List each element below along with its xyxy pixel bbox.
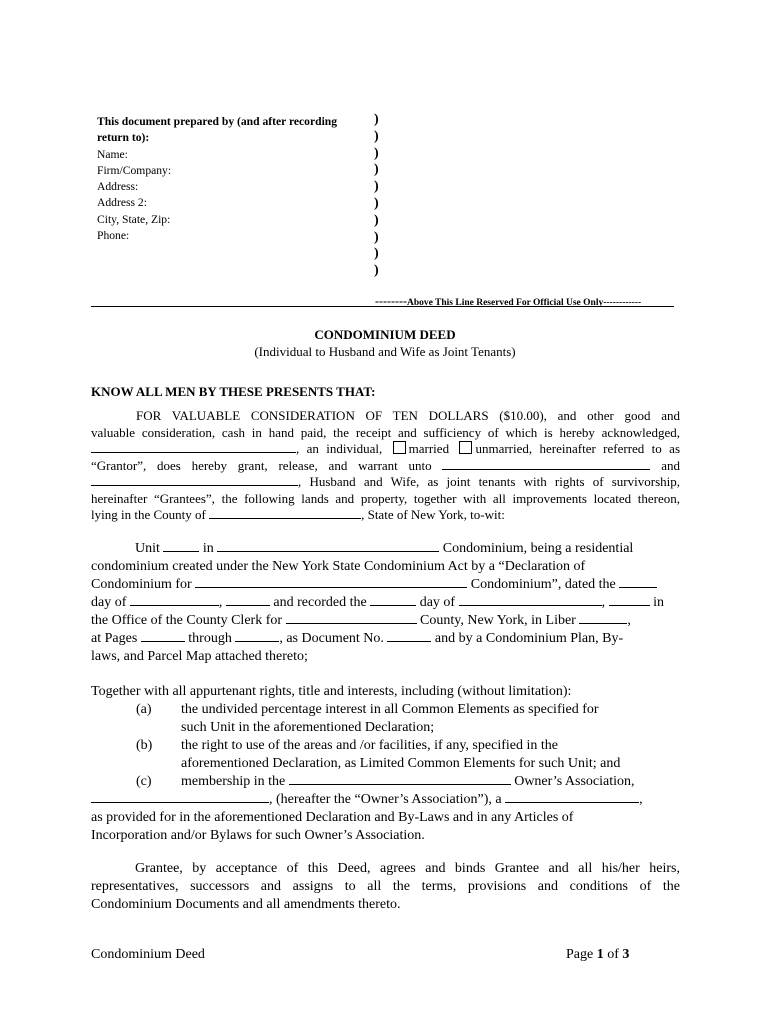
married-checkbox[interactable] <box>393 441 406 454</box>
text-run: and recorded the <box>273 595 367 610</box>
para-line <box>91 612 681 630</box>
unmarried-label: unmarried, hereinafter referred to as <box>475 441 681 456</box>
para-line: FOR VALUABLE CONSIDERATION OF TEN DOLLARS ($10.00), and other good and <box>136 408 680 423</box>
text-run: membership in the <box>181 774 286 789</box>
text-run: day of <box>91 595 127 610</box>
unit-number-blank[interactable] <box>163 540 199 552</box>
item-label: (a) <box>136 702 152 717</box>
field-name-label: Name: <box>97 147 128 161</box>
para-line: such Unit in the aforementioned Declaration; <box>181 720 435 735</box>
para-line <box>91 507 680 524</box>
para-line: aforementioned Declaration, as Limited Common Elements for such Unit; and <box>181 756 621 771</box>
recorded-day-blank[interactable] <box>370 594 416 606</box>
text-run: , <box>627 613 631 628</box>
text-run: Condominium for <box>91 577 192 592</box>
consideration-paragraph <box>91 408 680 524</box>
para-line: Grantee, by acceptance of this Deed, agrees and binds Grantee and all his/her heirs, <box>135 861 680 876</box>
paren: ) <box>374 195 379 211</box>
clerk-county-blank[interactable] <box>286 612 417 624</box>
total-pages: 3 <box>622 947 630 962</box>
para-line: laws, and Parcel Map attached thereto; <box>91 649 308 664</box>
document-number-blank[interactable] <box>387 630 431 642</box>
current-page: 1 <box>596 947 604 962</box>
know-all-heading: KNOW ALL MEN BY THESE PRESENTS THAT: <box>91 384 376 399</box>
para-line <box>91 441 680 458</box>
text-run: , <box>601 595 606 610</box>
para-line: condominium created under the New York State Condominium Act by a “Declaration of <box>91 559 586 574</box>
grantee1-name-blank[interactable] <box>442 458 650 470</box>
text-run: Unit <box>135 541 160 556</box>
paren: ) <box>374 145 379 161</box>
para-line <box>91 630 681 648</box>
declaration-day-blank[interactable] <box>619 576 657 588</box>
footer-page-number <box>566 947 629 963</box>
para-line: Condominium Documents and all amendments thereto. <box>91 897 401 912</box>
text-run: Condominium, being a residential <box>442 541 634 556</box>
text-run: at Pages <box>91 631 138 646</box>
text-run: of <box>607 947 619 962</box>
text-run: and by a Condominium Plan, By- <box>434 631 624 646</box>
field-phone-label: Phone: <box>97 229 130 243</box>
paren: ) <box>374 112 379 127</box>
association-name-blank[interactable] <box>289 773 511 785</box>
text-run: , <box>639 792 643 807</box>
item-label: (b) <box>136 738 153 753</box>
paren: ) <box>374 263 379 279</box>
unmarried-checkbox[interactable] <box>459 441 472 454</box>
declaration-condo-blank[interactable] <box>195 576 467 588</box>
prepared-by-block <box>97 114 367 244</box>
text-run: Page <box>566 947 594 962</box>
para-line <box>91 791 681 809</box>
paren: ) <box>374 179 379 195</box>
grantor-name-blank[interactable] <box>91 441 296 453</box>
official-use-dashes: -------- <box>375 294 407 308</box>
text-run: through <box>188 631 232 646</box>
prepared-by-heading-1: This document prepared by (and after recording <box>97 115 338 128</box>
appurtenant-rights-paragraph <box>91 683 681 845</box>
pages-from-blank[interactable] <box>141 630 185 642</box>
text-run: County, New York, in Liber <box>420 613 576 628</box>
text-run: Condominium”, dated the <box>470 577 616 592</box>
para-line <box>91 474 680 491</box>
text-run: , an individual, <box>296 441 383 456</box>
text-run: the Office of the County Clerk for <box>91 613 283 628</box>
text-run: lying in the County of <box>91 507 206 522</box>
text-run: , State of New York, to-wit: <box>361 507 505 522</box>
official-use-text: Above This Line Reserved For Official Use Only------------ <box>406 298 642 308</box>
document-subtitle: (Individual to Husband and Wife as Joint Tenants) <box>254 344 516 359</box>
para-line: hereinafter “Grantees”, the following lands and property, together with all improvements located thereon, <box>91 490 680 506</box>
paren: ) <box>374 162 379 178</box>
para-line <box>91 540 681 558</box>
field-address-label: Address: <box>97 180 139 194</box>
grantee2-name-blank[interactable] <box>91 474 298 486</box>
field-city-label: City, State, Zip: <box>97 212 171 226</box>
list-item-b <box>91 737 681 773</box>
para-line: the right to use of the areas and /or facilities, if any, specified in the <box>181 738 558 753</box>
para-line <box>91 576 681 594</box>
county-blank[interactable] <box>209 507 361 519</box>
recording-divider <box>91 306 674 307</box>
unit-paragraph <box>91 540 681 666</box>
text-run: in <box>653 595 664 610</box>
pages-to-blank[interactable] <box>235 630 279 642</box>
para-line: representatives, successors and assigns to all the terms, provisions and conditions of the <box>91 879 680 894</box>
paren: ) <box>374 128 379 144</box>
paren: ) <box>374 246 379 262</box>
grantee-acceptance-paragraph <box>91 860 680 914</box>
para-line <box>91 773 681 791</box>
para-line: Incorporation and/or Bylaws for such Owner’s Association. <box>91 828 425 843</box>
para-line: the undivided percentage interest in all Common Elements as specified for <box>181 702 599 717</box>
text-run: “Grantor”, does hereby grant, release, and warrant unto <box>91 457 432 473</box>
text-run: and <box>661 457 681 473</box>
para-line <box>91 594 681 612</box>
text-run: in <box>202 541 214 556</box>
paren: ) <box>374 212 379 228</box>
document-title: CONDOMINIUM DEED <box>314 327 456 342</box>
liber-blank[interactable] <box>579 612 627 624</box>
recorded-month-blank[interactable] <box>459 594 602 606</box>
association-type-blank[interactable] <box>505 791 639 803</box>
text-run: , (hereafter the “Owner’s Association”), a <box>269 792 502 807</box>
list-item-c <box>91 773 681 791</box>
declaration-month-blank[interactable] <box>130 594 219 606</box>
association-name-blank-2[interactable] <box>91 791 269 803</box>
text-run: , Husband and Wife, as joint tenants with rights of survivorship, <box>298 474 680 489</box>
field-address2-label: Address 2: <box>97 196 147 210</box>
para-line: valuable consideration, cash in hand paid, the receipt and sufficiency of which is hereby acknowledged, <box>91 424 680 440</box>
text-run: , <box>218 595 223 610</box>
paren-column <box>374 112 379 280</box>
recorded-year-blank[interactable] <box>609 594 650 606</box>
list-item-a <box>91 701 681 737</box>
paren: ) <box>374 229 379 245</box>
condominium-name-blank[interactable] <box>217 540 439 552</box>
para-line: as provided for in the aforementioned Declaration and By-Laws and in any Articles of <box>91 810 574 825</box>
prepared-by-heading-2: return to): <box>97 131 150 145</box>
married-label: married <box>408 441 450 456</box>
para-line: Together with all appurtenant rights, title and interests, including (without limitation): <box>91 684 572 699</box>
item-label: (c) <box>136 774 152 789</box>
declaration-year-blank[interactable] <box>226 594 270 606</box>
text-run: , as Document No. <box>279 631 384 646</box>
footer-document-name: Condominium Deed <box>91 947 205 962</box>
para-line <box>91 458 680 475</box>
field-firm-label: Firm/Company: <box>97 163 172 177</box>
text-run: Owner’s Association, <box>514 774 635 789</box>
text-run: day of <box>419 595 456 610</box>
